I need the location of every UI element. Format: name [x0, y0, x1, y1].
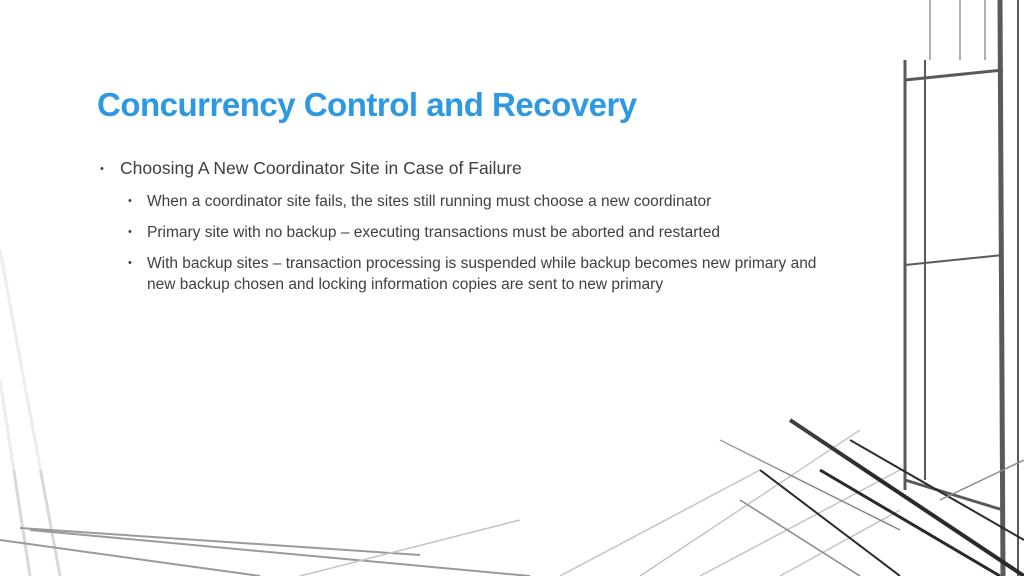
bullet-dot-icon: • [128, 226, 132, 238]
bullet-list [100, 158, 820, 305]
bullet-dot-icon: • [100, 163, 104, 175]
sub-bullet [100, 253, 820, 295]
bullet-dot-icon: • [128, 195, 132, 207]
sub-bullet-text: Primary site with no backup – executing transactions must be aborted and restarted [147, 224, 720, 241]
slide-title: Concurrency Control and Recovery [97, 86, 637, 123]
bullet-level1 [100, 158, 820, 179]
sub-bullet-text: With backup sites – transaction processing is suspended while backup becomes new primary and new backup chosen and locking information copies are sent to new primary [147, 255, 817, 293]
sub-bullet [100, 191, 820, 212]
sub-bullet [100, 222, 820, 243]
bullet-dot-icon: • [128, 257, 132, 269]
sub-bullet-text: When a coordinator site fails, the sites still running must choose a new coordinator [147, 193, 712, 210]
bullet-text: Choosing A New Coordinator Site in Case of Failure [120, 158, 522, 178]
